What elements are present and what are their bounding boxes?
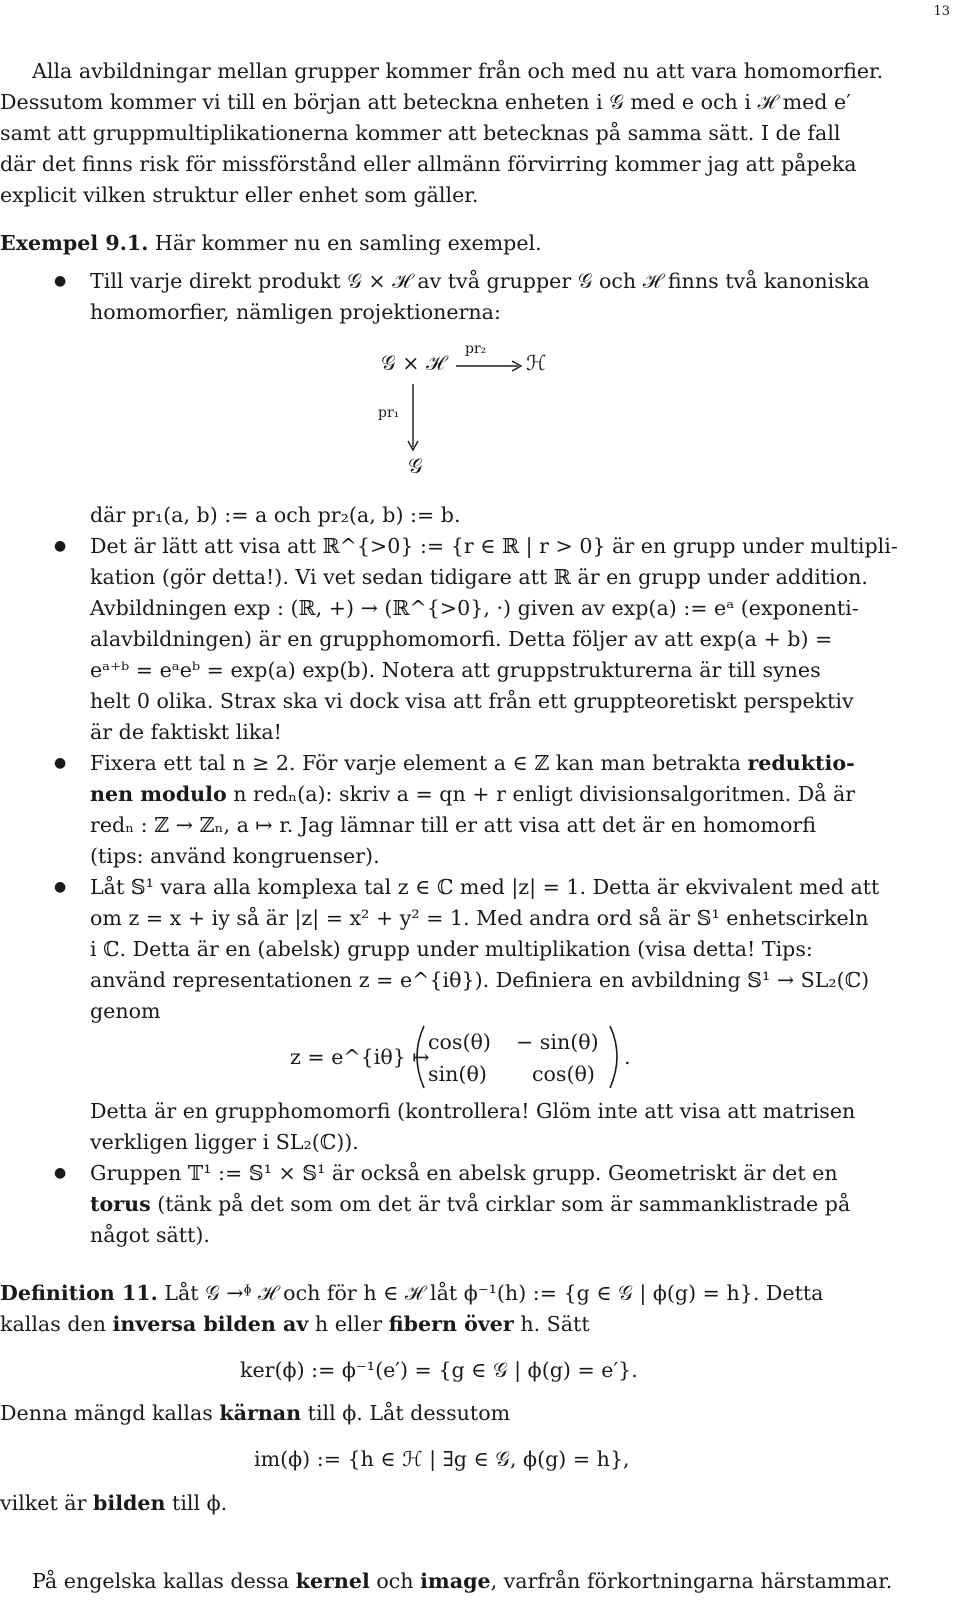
- item-line: homomorfier, nämligen projektionerna:: [90, 300, 501, 324]
- item-line: kation (gör detta!). Vi vet sedan tidigare att ℝ är en grupp under addition.: [90, 565, 868, 589]
- left-paren: [417, 1026, 424, 1088]
- bullet-icon: ●: [54, 1165, 67, 1181]
- item-text: Fixera ett tal n ≥ 2. För varje element a ∈ ℤ kan man betrakta: [90, 751, 741, 775]
- term-bold: nen modulo: [90, 782, 227, 806]
- term-bold: fibern över: [388, 1312, 514, 1336]
- bullet-icon: ●: [54, 879, 67, 895]
- diagram-target-down: 𝒢: [408, 454, 423, 478]
- item-line: verkligen ligger i SL₂(ℂ)).: [90, 1130, 359, 1154]
- example-heading: Exempel 9.1.: [0, 231, 149, 255]
- intro-line: Dessutom kommer vi till en början att beteckna enheten i 𝒢 med e och i ℋ med e′: [0, 90, 851, 114]
- definition-text: vilket är: [0, 1491, 87, 1515]
- footer-line: [32, 1566, 892, 1596]
- definition-text: till ϕ. Låt dessutom: [307, 1401, 511, 1425]
- example-heading-text: Här kommer nu en samling exempel.: [154, 231, 542, 255]
- item-line: Låt 𝕊¹ vara alla komplexa tal z ∈ ℂ med |z| = 1. Detta är ekvivalent med att: [90, 875, 880, 899]
- term-bold: kernel: [295, 1569, 370, 1593]
- image-formula: im(ϕ) := {h ∈ ℋ | ∃g ∈ 𝒢, ϕ(g) = h},: [254, 1447, 630, 1471]
- item-line: eᵃ⁺ᵇ = eᵃeᵇ = exp(a) exp(b). Notera att gruppstrukturerna är till synes: [90, 658, 821, 682]
- term-bold: inversa bilden av: [112, 1312, 309, 1336]
- item-line: [90, 1189, 850, 1219]
- item-line: om z = x + iy så är |z| = x² + y² = 1. Med andra ord så är 𝕊¹ enhetscirkeln: [90, 906, 869, 930]
- matrix-lhs: z = e^{iθ} ↦: [290, 1045, 430, 1069]
- bullet-icon: ●: [54, 273, 67, 289]
- item-text: (tänk på det som om det är två cirklar som är sammanklistrade på: [157, 1192, 851, 1216]
- item-line: Gruppen 𝕋¹ := 𝕊¹ × 𝕊¹ är också en abelsk grupp. Geometriskt är det en: [90, 1161, 838, 1185]
- intro-line: Alla avbildningar mellan grupper kommer från och med nu att vara homomorfier.: [32, 59, 884, 83]
- item-line: Detta är en grupphomomorfi (kontrollera! Glöm inte att visa att matrisen: [90, 1099, 856, 1123]
- definition-heading: Definition 11.: [0, 1281, 158, 1305]
- item-line: är de faktiskt lika!: [90, 720, 282, 744]
- definition-line: [0, 1309, 590, 1339]
- definition-text: till ϕ.: [172, 1491, 228, 1515]
- term-bold: image: [420, 1569, 491, 1593]
- item-text: n redₙ(a): skriv a = qn + r enligt divisionsalgoritmen. Då är: [233, 782, 856, 806]
- matrix-m22: cos(θ): [532, 1062, 595, 1086]
- right-paren: [610, 1026, 617, 1088]
- footer-text: På engelska kallas dessa: [32, 1569, 290, 1593]
- definition-text: kallas den: [0, 1312, 106, 1336]
- bullet-icon: ●: [54, 755, 67, 771]
- footer-text: , varfrån förkortningarna härstammar.: [490, 1569, 893, 1593]
- page-number: 13: [933, 4, 950, 19]
- term-bold: torus: [90, 1192, 151, 1216]
- item-line: där pr₁(a, b) := a och pr₂(a, b) := b.: [90, 503, 461, 527]
- diagram-label-down: pr₁: [378, 405, 400, 421]
- item-line: använd representationen z = e^{iθ}). Definiera en avbildning 𝕊¹ → SL₂(ℂ): [90, 968, 870, 992]
- term-bold: kärnan: [219, 1401, 302, 1425]
- matrix-m21: sin(θ): [428, 1062, 487, 1086]
- definition-line: [0, 1278, 823, 1308]
- item-line: genom: [90, 999, 161, 1023]
- definition-text: Denna mängd kallas: [0, 1401, 213, 1425]
- item-line: redₙ : ℤ → ℤₙ, a ↦ r. Jag lämnar till er att visa att det är en homomorfi: [90, 813, 816, 837]
- matrix-m12: − sin(θ): [516, 1030, 599, 1054]
- item-line: alavbildningen) är en grupphomomorfi. Detta följer av att exp(a + b) =: [90, 627, 833, 651]
- term-bold: reduktio-: [747, 751, 855, 775]
- definition-text: h eller: [314, 1312, 383, 1336]
- definition-text: Låt 𝒢 →ᶲ ℋ och för h ∈ ℋ låt ϕ⁻¹(h) := {g ∈ 𝒢 | ϕ(g) = h}. Detta: [164, 1281, 824, 1305]
- matrix-end: .: [624, 1045, 631, 1069]
- item-line: Till varje direkt produkt 𝒢 × ℋ av två grupper 𝒢 och ℋ finns två kanoniska: [90, 269, 870, 293]
- intro-line: där det finns risk för missförstånd eller allmänn förvirring kommer jag att påpeka: [0, 152, 857, 176]
- diagram-label-right: pr₂: [465, 341, 487, 357]
- diagram-source: 𝒢 × ℋ: [381, 351, 445, 375]
- kernel-formula: ker(ϕ) := ϕ⁻¹(e′) = {g ∈ 𝒢 | ϕ(g) = e′}.: [240, 1358, 638, 1382]
- intro-line: explicit vilken struktur eller enhet som gäller.: [0, 183, 479, 207]
- item-line: i ℂ. Detta är en (abelsk) grupp under multiplikation (visa detta! Tips:: [90, 937, 813, 961]
- item-line: något sätt).: [90, 1223, 210, 1247]
- definition-line: [0, 1488, 227, 1518]
- diagram-target-right: ℋ: [526, 351, 547, 375]
- matrix-m11: cos(θ): [428, 1030, 491, 1054]
- definition-line: [0, 1398, 510, 1428]
- item-line: helt 0 olika. Strax ska vi dock visa att från ett gruppteoretiskt perspektiv: [90, 689, 854, 713]
- footer-text: och: [376, 1569, 414, 1593]
- item-line: (tips: använd kongruenser).: [90, 844, 380, 868]
- intro-line: samt att gruppmultiplikationerna kommer att betecknas på samma sätt. I de fall: [0, 121, 841, 145]
- definition-text: h. Sätt: [520, 1312, 590, 1336]
- item-line: Det är lätt att visa att ℝ^{>0} := {r ∈ ℝ | r > 0} är en grupp under multipli-: [90, 534, 898, 558]
- term-bold: bilden: [92, 1491, 166, 1515]
- bullet-icon: ●: [54, 538, 67, 554]
- item-line: Avbildningen exp : (ℝ, +) → (ℝ^{>0}, ·) given av exp(a) := eᵃ (exponenti-: [90, 596, 859, 620]
